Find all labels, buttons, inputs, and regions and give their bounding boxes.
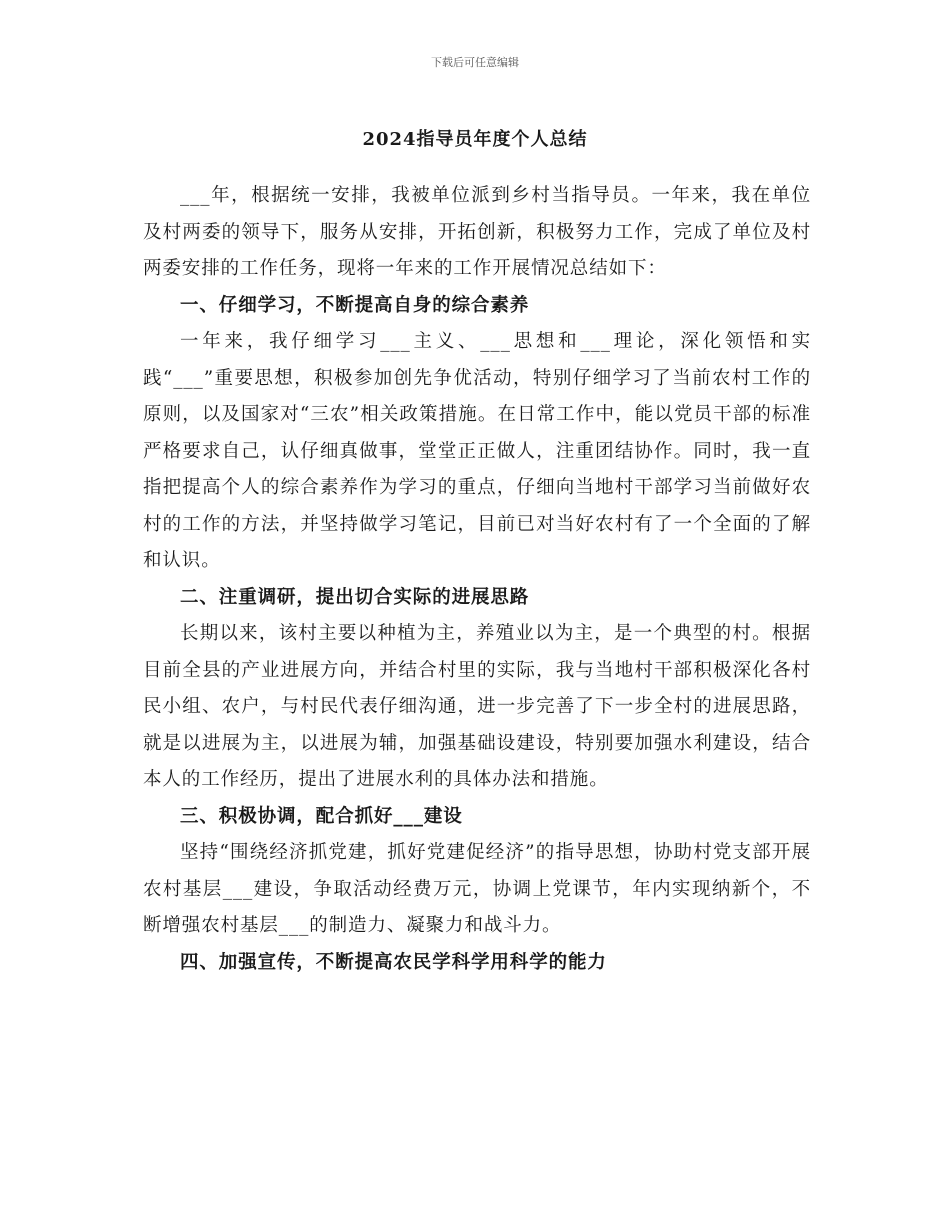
section-3-body: 坚持“围绕经济抓党建，抓好党建促经济”的指导思想，协助村党支部开展农村基层___建设，争取活动经费万元，协调上党课节，年内实现纳新个，不断增强农村基层___的制造力、凝聚力和战斗力。 bbox=[143, 842, 811, 936]
intro-paragraph: ___年，根据统一安排，我被单位派到乡村当指导员。一年来，我在单位及村两委的领导下，服务从安排，开拓创新，积极努力工作，完成了单位及村两委安排的工作任务，现将一年来的工作开展情况总结如下： bbox=[143, 185, 811, 279]
section-2-heading: 二、注重调研，提出切合实际的进展思路 bbox=[180, 586, 530, 608]
section-2-body: 长期以来，该村主要以种植为主，养殖业以为主，是一个典型的村。根据目前全县的产业进展方向，并结合村里的实际，我与当地村干部积极深化各村民小组、农户，与村民代表仔细沟通，进一步完善了下一步全村的进展思路，就是以进展为主，以进展为辅，加强基础设建设，特别要加强水利建设，结合本人的工作经历，提出了进展水利的具体办法和措施。 bbox=[143, 623, 811, 790]
section-1-heading: 一、仔细学习，不断提高自身的综合素养 bbox=[180, 294, 530, 316]
section-4-heading: 四、加强宣传，不断提高农民学科学用科学的能力 bbox=[180, 951, 607, 973]
section-3-heading: 三、积极协调，配合抓好___建设 bbox=[180, 805, 463, 827]
page-title: 2024指导员年度个人总结 bbox=[362, 129, 588, 150]
header-note: 下载后可任意编辑 bbox=[431, 56, 519, 69]
document-body bbox=[143, 178, 811, 981]
section-1-body: 一年来，我仔细学习___主义、___思想和___理论，深化领悟和实践“___”重要思想，积极参加创先争优活动，特别仔细学习了当前农村工作的原则，以及国家对“三农”相关政策措施。在日常工作中，能以党员干部的标准严格要求自己，认仔细真做事，堂堂正正做人，注重团结协作。同时，我一直指把提高个人的综合素养作为学习的重点，仔细向当地村干部学习当前做好农村的工作的方法，并坚持做学习笔记，目前已对当好农村有了一个全面的了解和认识。 bbox=[143, 331, 811, 571]
